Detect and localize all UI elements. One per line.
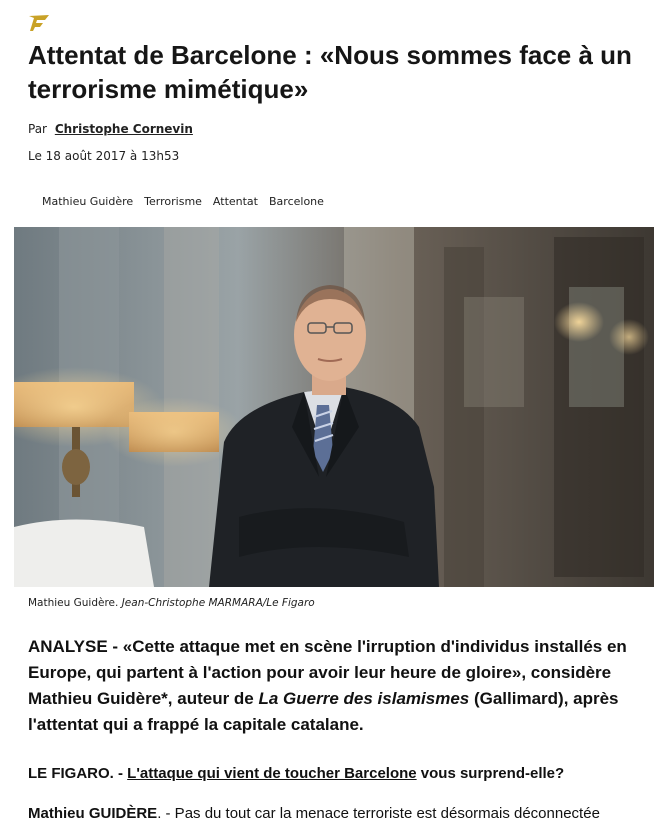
- caption-name: Mathieu Guidère.: [28, 597, 119, 609]
- tag-link[interactable]: Barcelone: [269, 195, 324, 208]
- lead-text-1: «Cette attaque met en scène l'irruption d'individus installés en Europe, qui partent à l'action pour avoir leur heure de gloire», considère Mathieu Guidère*, auteur de: [28, 637, 627, 708]
- tag-list: [42, 195, 324, 208]
- lead-paragraph: [28, 634, 653, 738]
- tag-link[interactable]: Attentat: [212, 195, 258, 208]
- interview-answer: [28, 805, 653, 822]
- question-suffix: vous surprend-elle?: [416, 765, 565, 782]
- publish-date: Le 18 août 2017 à 13h53: [28, 149, 180, 163]
- article-photo: [14, 227, 654, 587]
- article-title: Attentat de Barcelone : «Nous sommes face à un terrorisme mimétique»: [28, 40, 632, 104]
- answer-speaker: Mathieu GUIDÈRE: [28, 805, 158, 822]
- question-prefix: LE FIGARO. -: [28, 765, 128, 782]
- lead-kicker: ANALYSE -: [28, 637, 119, 656]
- answer-text: . - Pas du tout car la menace terroriste est désormais déconnectée: [157, 805, 600, 822]
- tag-link[interactable]: Terrorisme: [144, 195, 202, 208]
- interview-question: [28, 765, 653, 782]
- byline-prefix: Par: [28, 122, 47, 136]
- figaro-logo-icon[interactable]: [28, 14, 50, 32]
- byline: [28, 122, 193, 136]
- caption-credit: Jean-Christophe MARMARA/Le Figaro: [121, 597, 315, 609]
- photo-caption: [28, 597, 315, 609]
- author-link[interactable]: Christophe Cornevin: [54, 122, 193, 136]
- question-link[interactable]: L'attaque qui vient de toucher Barcelone: [127, 765, 417, 782]
- tag-link[interactable]: Mathieu Guidère: [42, 195, 134, 208]
- book-title: La Guerre des islamismes: [258, 689, 470, 708]
- lead-text-2: (Gallimard), après l'attentat qui a frappé la capitale catalane.: [28, 689, 619, 734]
